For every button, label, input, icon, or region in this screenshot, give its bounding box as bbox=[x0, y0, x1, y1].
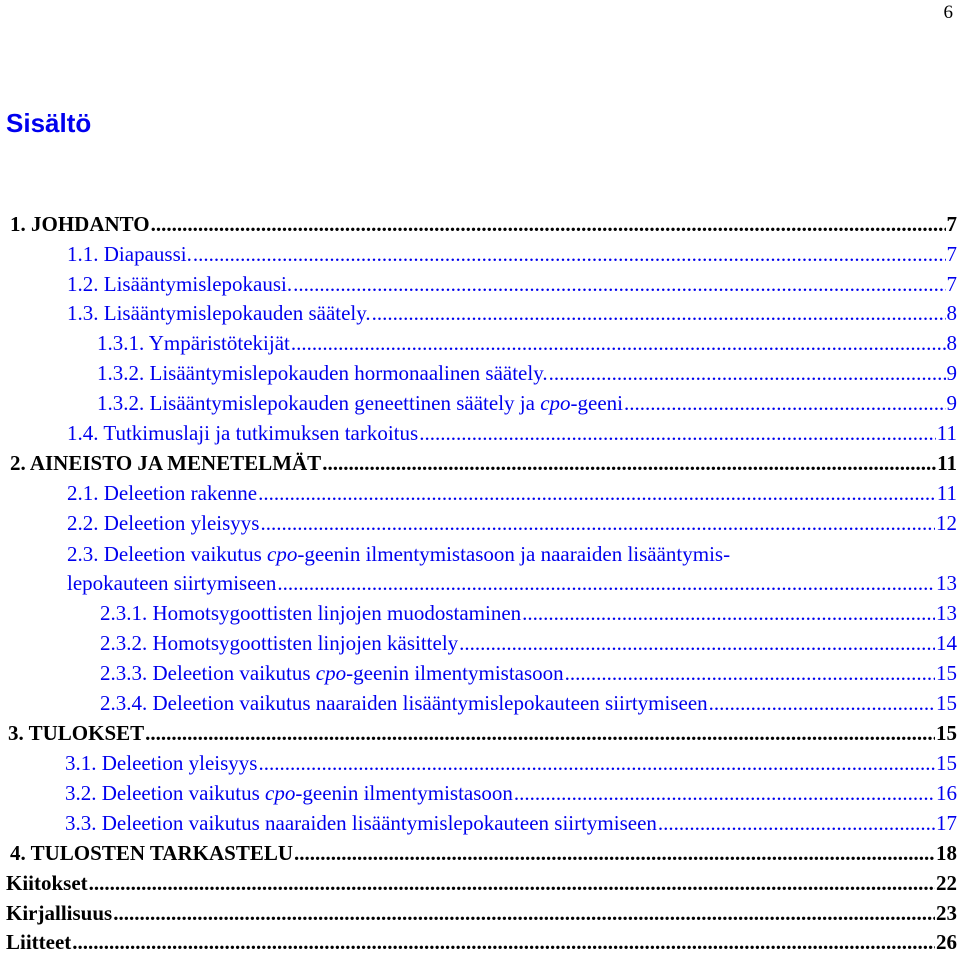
toc-page-number: 7 bbox=[946, 272, 957, 296]
dot-leader bbox=[294, 840, 935, 866]
toc-entry-ymparistotekijat[interactable]: 1.3.1. Ympäristötekijät ..... 8 bbox=[97, 330, 957, 356]
toc-entry-geneettinen[interactable]: 1.3.2. Lisääntymislepokauden geneettinen säätely ja cpo-geeni ..... 9 bbox=[97, 390, 957, 416]
dot-leader bbox=[72, 929, 935, 955]
toc-page-number: 7 bbox=[946, 212, 957, 236]
dot-leader bbox=[709, 690, 935, 716]
toc-page-number: 9 bbox=[946, 391, 957, 415]
toc-page-number: 15 bbox=[936, 721, 957, 745]
dot-leader bbox=[151, 211, 946, 237]
toc-entry-kasittely[interactable]: 2.3.2. Homotsygoottisten linjojen käsittely ..... 14 bbox=[100, 630, 957, 656]
toc-page-number: 14 bbox=[936, 631, 957, 655]
toc-page-number: 17 bbox=[936, 811, 957, 835]
dot-leader bbox=[565, 660, 935, 686]
toc-entry-deleetion-vaikutus[interactable]: lepokauteen siirtymiseen ..... 13 bbox=[67, 570, 957, 596]
dot-leader bbox=[514, 780, 935, 806]
toc-page-number: 23 bbox=[936, 901, 957, 925]
dot-leader bbox=[193, 241, 946, 267]
dot-leader bbox=[291, 330, 946, 356]
toc-page-number: 9 bbox=[946, 361, 957, 385]
toc-page-number: 16 bbox=[936, 781, 957, 805]
toc-entry-tulokset-yleisyys[interactable]: 3.1. Deleetion yleisyys ..... 15 bbox=[65, 750, 957, 776]
toc-page-number: 13 bbox=[936, 571, 957, 595]
toc-page-number: 11 bbox=[936, 421, 957, 445]
toc-entry-saately[interactable]: 1.3. Lisääntymislepokauden säätely. ..... 8 bbox=[67, 300, 957, 326]
dot-leader bbox=[419, 420, 936, 446]
dot-leader bbox=[113, 900, 935, 926]
toc-entry-tarkastelu[interactable]: 4. TULOSTEN TARKASTELU ..... 18 bbox=[10, 840, 957, 866]
toc-entry-deleetion-yleisyys[interactable]: 2.2. Deleetion yleisyys ..... 12 bbox=[67, 510, 957, 536]
dot-leader bbox=[89, 870, 935, 896]
toc-entry-title: 1. JOHDANTO bbox=[10, 212, 150, 236]
toc-entry-siirtymiseen[interactable]: 2.3.4. Deleetion vaikutus naaraiden lisääntymislepokauteen siirtymiseen ..... 15 bbox=[100, 690, 957, 716]
toc-entry-tulokset[interactable]: 3. TULOKSET ..... 15 bbox=[8, 720, 957, 746]
toc-page-number: 15 bbox=[936, 661, 957, 685]
toc-entry-aineisto[interactable]: 2. AINEISTO JA MENETELMÄT ..... 11 bbox=[10, 450, 957, 476]
toc-entry-kirjallisuus[interactable]: Kirjallisuus ..... 23 bbox=[6, 900, 957, 926]
toc-entry-diapaussi[interactable]: 1.1. Diapaussi. ..... 7 bbox=[67, 241, 957, 267]
dot-leader bbox=[322, 450, 936, 476]
toc-page-number: 15 bbox=[936, 691, 957, 715]
dot-leader bbox=[293, 271, 945, 297]
dot-leader bbox=[624, 390, 945, 416]
toc-page-number: 22 bbox=[936, 871, 957, 895]
toc-entry-lisaantymislepokausi[interactable]: 1.2. Lisääntymislepokausi. ..... 7 bbox=[67, 271, 957, 297]
page-number: 6 bbox=[943, 2, 953, 23]
toc-page-number: 13 bbox=[936, 601, 957, 625]
toc-entry-johdanto[interactable] bbox=[10, 211, 957, 237]
toc-page-number: 12 bbox=[936, 511, 957, 535]
toc-entry-liitteet[interactable]: Liitteet ..... 26 bbox=[6, 929, 957, 955]
toc-page-number: 26 bbox=[936, 930, 957, 954]
dot-leader bbox=[258, 480, 936, 506]
toc-page-number: 8 bbox=[946, 301, 957, 325]
dot-leader bbox=[658, 810, 935, 836]
toc-page-number: 18 bbox=[936, 841, 957, 865]
toc-entry-muodostaminen[interactable]: 2.3.1. Homotsygoottisten linjojen muodostaminen ..... 13 bbox=[100, 600, 957, 626]
toc-page-number: 11 bbox=[936, 481, 957, 505]
toc-entry-deleetion-rakenne[interactable]: 2.1. Deleetion rakenne ..... 11 bbox=[67, 480, 957, 506]
dot-leader bbox=[258, 750, 935, 776]
dot-leader bbox=[459, 630, 935, 656]
toc-entry-ilmentymistasoon[interactable]: 2.3.3. Deleetion vaikutus cpo-geenin ilmentymistasoon ..... 15 bbox=[100, 660, 957, 686]
toc-entry-tulokset-ilmentymistasoon[interactable]: 3.2. Deleetion vaikutus cpo-geenin ilmentymistasoon ..... 16 bbox=[65, 780, 957, 806]
dot-leader bbox=[372, 300, 946, 326]
toc-entry-hormonaalinen[interactable]: 1.3.2. Lisääntymislepokauden hormonaalinen säätely. ..... 9 bbox=[97, 360, 957, 386]
dot-leader bbox=[260, 510, 935, 536]
dot-leader bbox=[145, 720, 935, 746]
toc-entry-tutkimuslaji[interactable]: 1.4. Tutkimuslaji ja tutkimuksen tarkoitus ..... 11 bbox=[67, 420, 957, 446]
toc-entry-deleetion-vaikutus-line1[interactable]: 2.3. Deleetion vaikutus cpo-geenin ilmentymistasoon ja naaraiden lisääntymis- bbox=[67, 542, 731, 566]
toc-heading[interactable]: Sisältö bbox=[6, 108, 92, 138]
toc-page-number: 15 bbox=[936, 751, 957, 775]
dot-leader bbox=[522, 600, 935, 626]
dot-leader bbox=[277, 570, 935, 596]
toc-entry-tulokset-siirtymiseen[interactable]: 3.3. Deleetion vaikutus naaraiden lisääntymislepokauteen siirtymiseen ..... 17 bbox=[65, 810, 957, 836]
toc-page-number: 11 bbox=[937, 451, 957, 475]
dot-leader bbox=[549, 360, 946, 386]
toc-page-number: 8 bbox=[946, 331, 957, 355]
toc-page-number: 7 bbox=[946, 242, 957, 266]
toc-entry-kiitokset[interactable]: Kiitokset ..... 22 bbox=[6, 870, 957, 896]
